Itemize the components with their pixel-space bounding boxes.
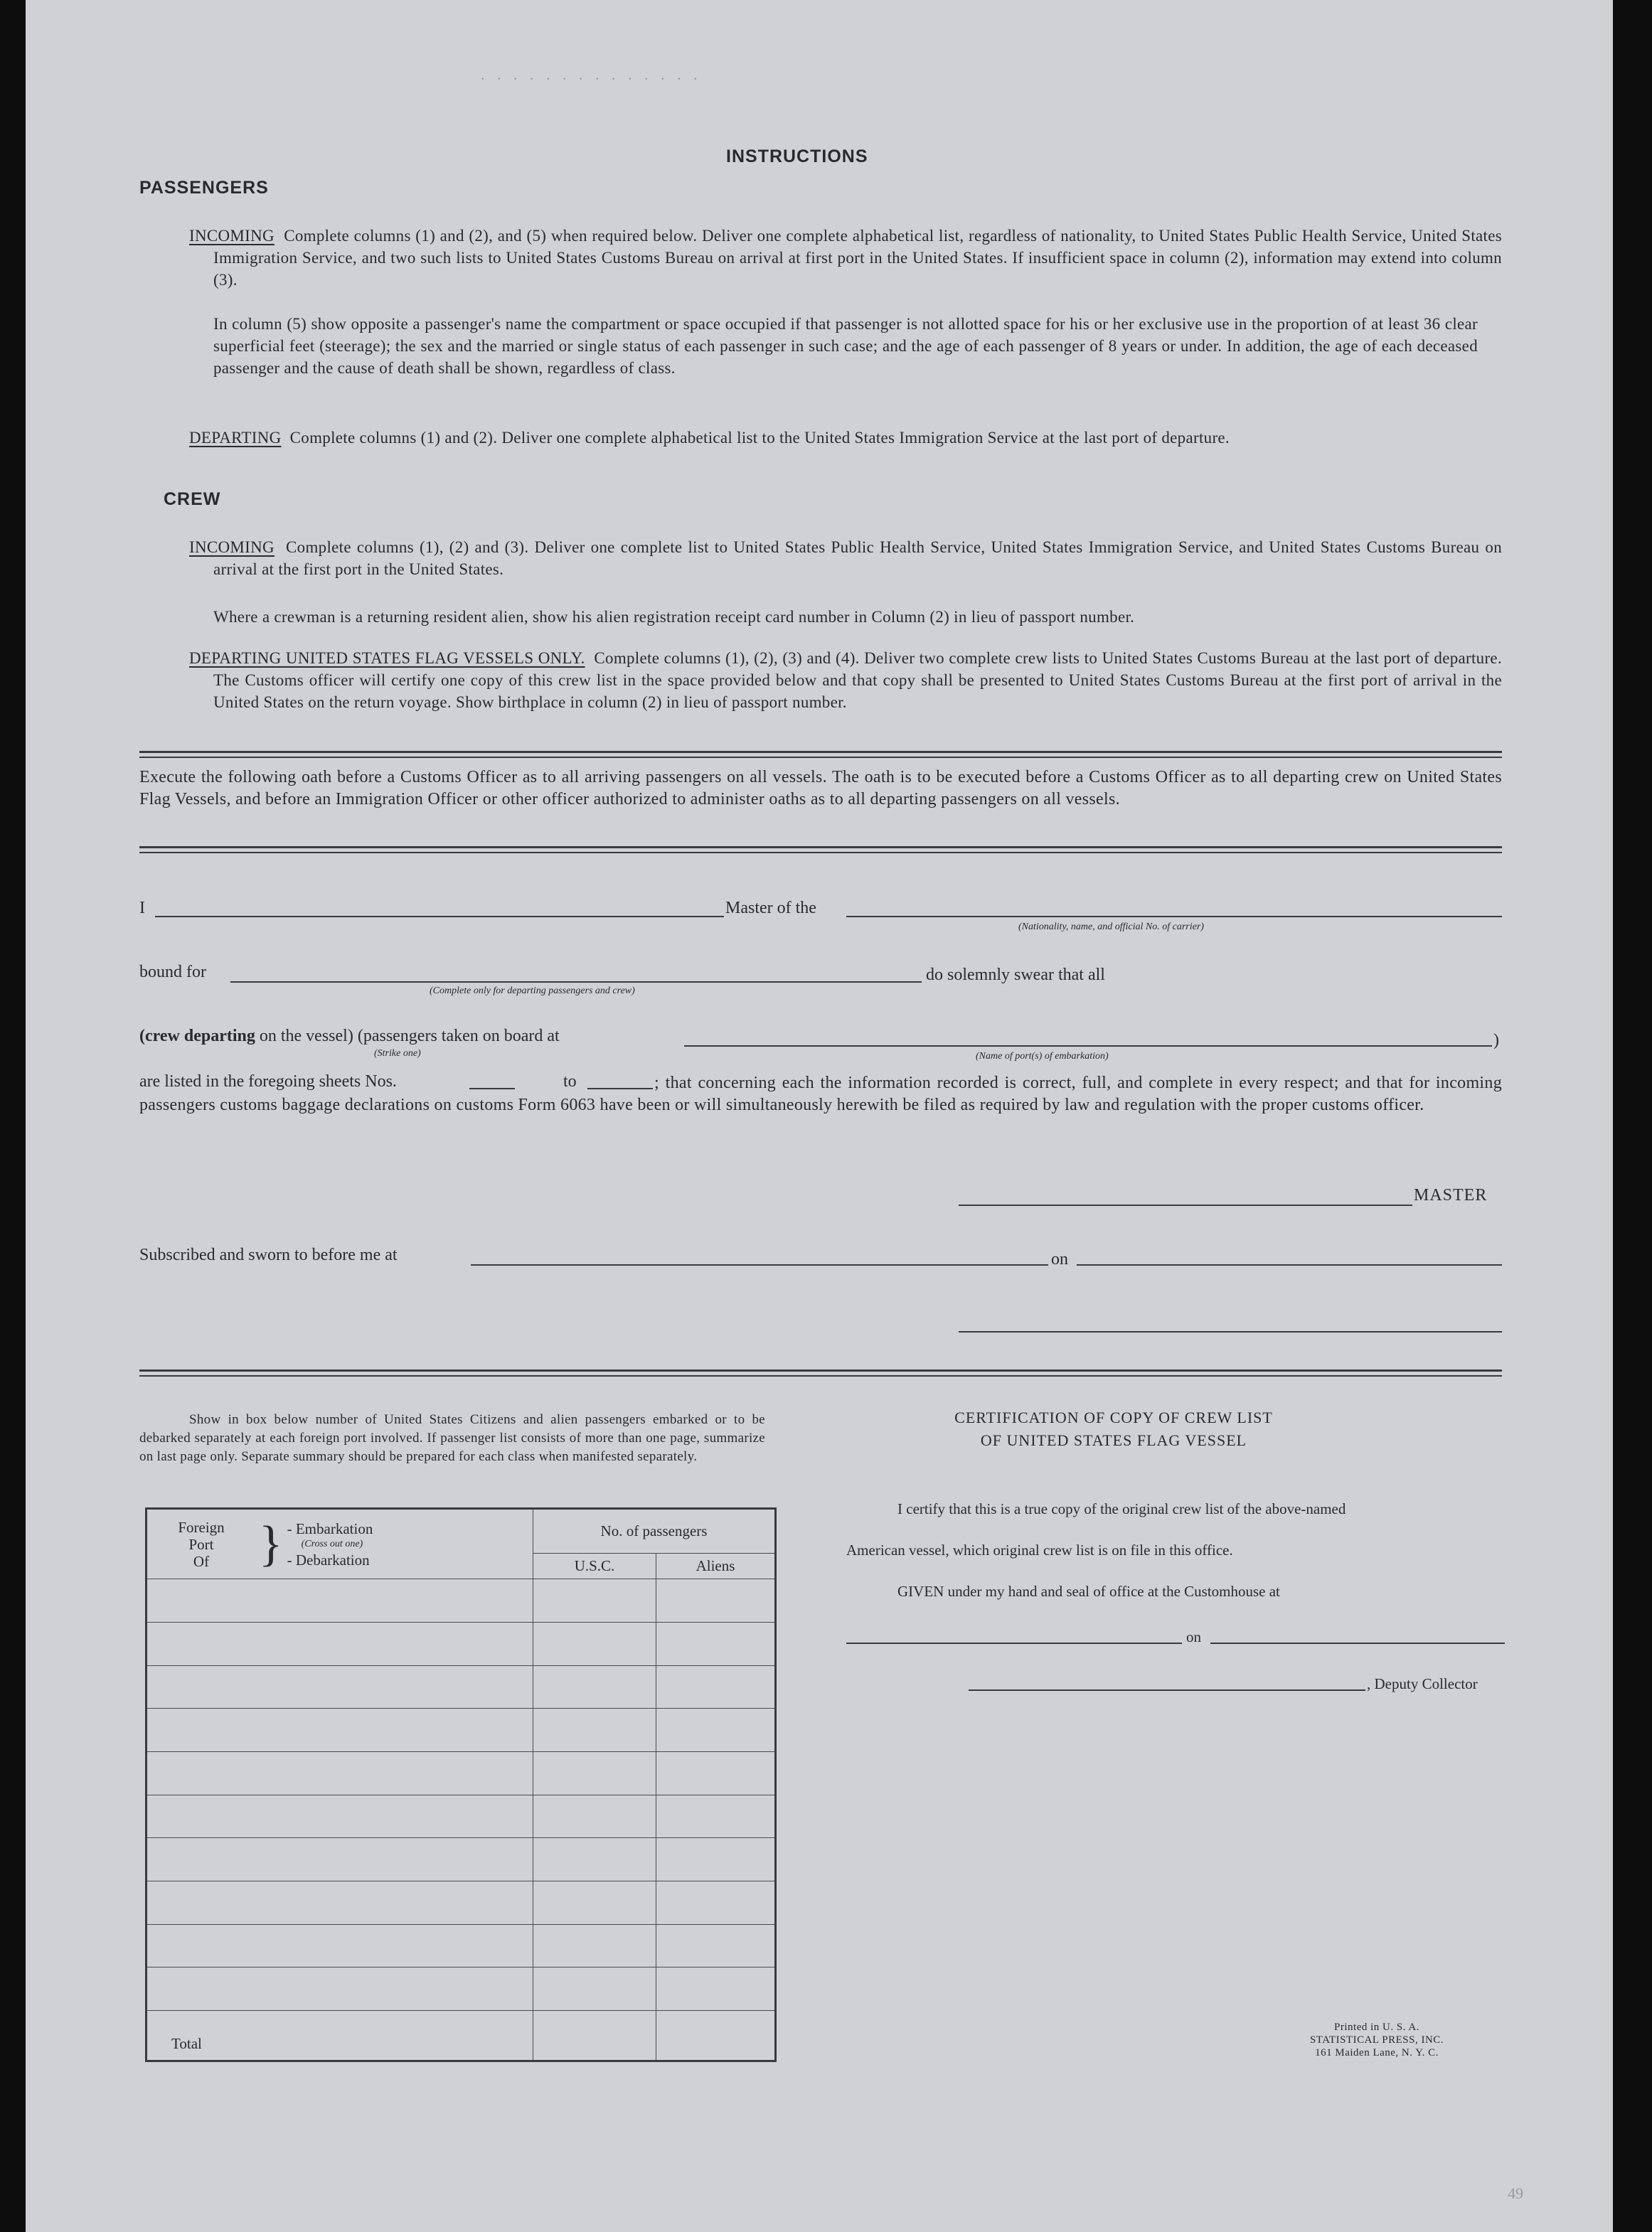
bound-for-caption: (Complete only for departing passengers and crew) (430, 986, 635, 996)
table-row (146, 1967, 776, 2011)
table-row (146, 1838, 776, 1881)
port-cell[interactable] (146, 1795, 533, 1838)
port-cell[interactable] (146, 1751, 533, 1795)
table-row (146, 1751, 776, 1795)
to-label: to (563, 1072, 577, 1091)
table-row (146, 1881, 776, 1925)
table-row (146, 1795, 776, 1838)
oath-i-label: I (139, 899, 145, 917)
aliens-header: Aliens (656, 1553, 776, 1579)
usc-cell[interactable] (533, 1665, 656, 1709)
port-cell[interactable] (146, 1665, 533, 1709)
swear-text: do solemnly swear that all (926, 966, 1105, 984)
embark-debark-options (287, 1521, 373, 1568)
aliens-cell[interactable] (656, 1795, 776, 1838)
close-paren: ) (1493, 1031, 1499, 1050)
crew-departing-text: Complete columns (1), (2), (3) and (4). Deliver two complete crew lists to United States Customs Bureau at the last port of departure. The Customs officer will certify one copy of this crew list in the space provided below and that copy shall be presented to United States Customs Bureau at the first port of arrival in the United States on the return voyage. Show birthplace in column (2) in lieu of passport number. (213, 649, 1502, 711)
aliens-cell[interactable] (656, 1579, 776, 1623)
no-of-passengers-header: No. of passengers (533, 1509, 776, 1554)
total-row (146, 2011, 776, 2061)
aliens-cell[interactable] (656, 1709, 776, 1752)
subscribed-label: Subscribed and sworn to before me at (139, 1246, 398, 1264)
printer-imprint: Printed in U. S. A. STATISTICAL PRESS, INC. 161 Maiden Lane, N. Y. C. (1309, 2022, 1444, 2059)
subscribed-on-label: on (1051, 1250, 1068, 1269)
divider (139, 1369, 1502, 1372)
ports-field[interactable] (684, 1045, 1492, 1047)
instructions-title: INSTRUCTIONS (726, 146, 868, 166)
table-row (146, 1665, 776, 1709)
port-cell[interactable] (146, 1924, 533, 1967)
customhouse-field[interactable] (846, 1643, 1182, 1644)
divider (139, 846, 1502, 848)
usc-cell[interactable] (533, 1751, 656, 1795)
oath-intro: Execute the following oath before a Customs Officer as to all arriving passengers on all vessels. The oath is to be executed before a Customs Officer as to all departing crew on United States Flag Vessels, and before an Immigration Officer or other officer authorized to administer oaths as to all departing passengers on all vessels. (139, 768, 1502, 808)
crew-incoming-paragraph (189, 536, 1502, 580)
bound-for-field[interactable] (230, 981, 922, 983)
passengers-incoming-paragraph (189, 225, 1502, 291)
divider (139, 852, 1502, 853)
passengers-column5-paragraph: In column (5) show opposite a passenger's name the compartment or space occupied if that passenger is not allotted space for his or her exclusive use in the proportion of at least 36 clear superficial feet (steerage); the sex and the married or single status of each passenger in such case; and the age of each passenger of 8 years or under. In addition, the age of each deceased passenger and the cause of death shall be shown, regardless of class. (213, 315, 1478, 377)
master-of-the-label: Master of the (725, 899, 816, 917)
subscribed-date-field[interactable] (1077, 1264, 1502, 1266)
table-row (146, 1709, 776, 1752)
port-cell[interactable] (146, 1838, 533, 1881)
embarkation-option[interactable]: - Embarkation (287, 1520, 373, 1537)
port-cell[interactable] (146, 1622, 533, 1665)
passengers-incoming-text: Complete columns (1) and (2), and (5) when required below. Deliver one complete alphabetical list, regardless of nationality, to United States Public Health Service, United States Immigration Service, and two such lists to United States Customs Bureau on arrival at first port in the United States. If insufficient space in column (2), information may extend into column (3). (213, 227, 1502, 289)
aliens-cell[interactable] (656, 1838, 776, 1881)
master-label: MASTER (1414, 1186, 1488, 1205)
brace-icon: } (259, 1516, 283, 1571)
table-row (146, 1579, 776, 1623)
bound-for-label: bound for (139, 963, 206, 981)
passengers-departing-label: DEPARTING (189, 429, 282, 447)
usc-cell[interactable] (533, 1709, 656, 1752)
officer-signature-field[interactable] (959, 1331, 1502, 1333)
deputy-collector-label: , Deputy Collector (1367, 1675, 1478, 1692)
port-cell[interactable] (146, 1967, 533, 2011)
aliens-cell[interactable] (656, 1665, 776, 1709)
summary-note: Show in box below number of United States Citizens and alien passengers embarked or to be debarked separately at each foreign port involved. If passenger list consists of more than one page, summarize on last page only. Separate summary should be prepared for each class when manifested separately. (139, 1412, 765, 1464)
port-cell[interactable] (146, 1579, 533, 1623)
table-row (146, 1924, 776, 1967)
aliens-cell[interactable] (656, 1751, 776, 1795)
crew-heading: CREW (164, 489, 221, 509)
crew-passengers-line (139, 1027, 560, 1046)
debarkation-option[interactable]: - Debarkation (287, 1551, 370, 1569)
passengers-taken-option[interactable]: (passengers taken on board at (357, 1027, 560, 1045)
crew-resident-paragraph: Where a crewman is a returning resident alien, show his alien registration receipt card number in Column (2) in lieu of passport number. (213, 608, 1135, 626)
crew-incoming-label: INCOMING (189, 538, 275, 556)
divider (139, 1375, 1502, 1377)
cert-on-label: on (1186, 1628, 1201, 1645)
divider (139, 757, 1502, 758)
usc-cell[interactable] (533, 1881, 656, 1925)
carrier-field[interactable] (846, 916, 1502, 917)
listed-sheets-text: ; that concerning each the information recorded is correct, full, and complete in every respect; and that for incoming passengers customs baggage declarations on customs Form 6063 have been or will simultaneously herewith be filed as required by law and regulation with the proper customs officer. (139, 1074, 1502, 1114)
form-sheet (26, 0, 1613, 2232)
passengers-departing-text: Complete columns (1) and (2). Deliver one complete alphabetical list to the United States Immigration Service at the last port of departure. (289, 429, 1230, 447)
cross-out-one-caption: (Cross out one) (301, 1538, 363, 1549)
aliens-cell[interactable] (656, 1622, 776, 1665)
subscribed-place-field[interactable] (471, 1264, 1048, 1266)
listed-sheets-label: are listed in the foregoing sheets Nos. (139, 1072, 397, 1091)
total-aliens-cell[interactable] (656, 2011, 776, 2061)
port-header-cell (146, 1509, 533, 1579)
page-number-faint: 49 (1508, 2184, 1523, 2202)
crew-departing-paragraph (189, 647, 1502, 713)
certification-title-line2: OF UNITED STATES FLAG VESSEL (980, 1431, 1247, 1449)
table-row (146, 1622, 776, 1665)
passengers-departing-paragraph (189, 427, 1502, 449)
divider (139, 751, 1502, 753)
crew-incoming-text: Complete columns (1), (2) and (3). Deliver one complete list to United States Public Health Service, United States Immigration Service, and United States Customs Bureau on arrival at the first port in the United States. (213, 538, 1502, 578)
aliens-cell[interactable] (656, 1881, 776, 1925)
master-signature-field[interactable] (959, 1205, 1412, 1206)
foreign-port-of: Foreign Port Of (178, 1518, 225, 1570)
carrier-caption: (Nationality, name, and official No. of carrier) (1018, 922, 1204, 932)
cert-date-field[interactable] (1210, 1643, 1505, 1644)
certify-text-2: American vessel, which original crew list is on file in this office. (846, 1542, 1233, 1559)
given-text: GIVEN under my hand and seal of office at the Customhouse at (897, 1583, 1280, 1600)
port-cell[interactable] (146, 1881, 533, 1925)
header-bleedthrough: . . . . . . . . . . . . . . (481, 65, 702, 83)
usc-cell[interactable] (533, 1924, 656, 1967)
certification-title-line1: CERTIFICATION OF COPY OF CREW LIST (954, 1409, 1273, 1426)
usc-cell[interactable] (533, 1795, 656, 1838)
certification-title (865, 1406, 1363, 1452)
ports-caption: (Name of port(s) of embarkation) (976, 1051, 1109, 1062)
total-usc-cell[interactable] (533, 2011, 656, 2061)
crew-departing-label: DEPARTING UNITED STATES FLAG VESSELS ONLY. (189, 649, 585, 667)
certify-text-1: I certify that this is a true copy of the original crew list of the above-named (897, 1500, 1346, 1517)
usc-header: U.S.C. (533, 1553, 656, 1579)
aliens-cell[interactable] (656, 1924, 776, 1967)
total-label: Total (146, 2011, 533, 2061)
usc-cell[interactable] (533, 1967, 656, 2011)
usc-cell[interactable] (533, 1579, 656, 1623)
passengers-incoming-label: INCOMING (189, 227, 275, 245)
passengers-heading: PASSENGERS (139, 178, 269, 198)
passenger-summary-table (145, 1507, 777, 2062)
deputy-collector-signature-field[interactable] (969, 1689, 1365, 1691)
port-cell[interactable] (146, 1709, 533, 1752)
aliens-cell[interactable] (656, 1967, 776, 2011)
master-name-field[interactable] (155, 916, 724, 917)
strike-one-caption: (Strike one) (374, 1048, 421, 1059)
on-the-vessel-text: on the vessel) (259, 1027, 353, 1045)
usc-cell[interactable] (533, 1838, 656, 1881)
crew-departing-option[interactable]: (crew departing (139, 1027, 255, 1045)
usc-cell[interactable] (533, 1622, 656, 1665)
